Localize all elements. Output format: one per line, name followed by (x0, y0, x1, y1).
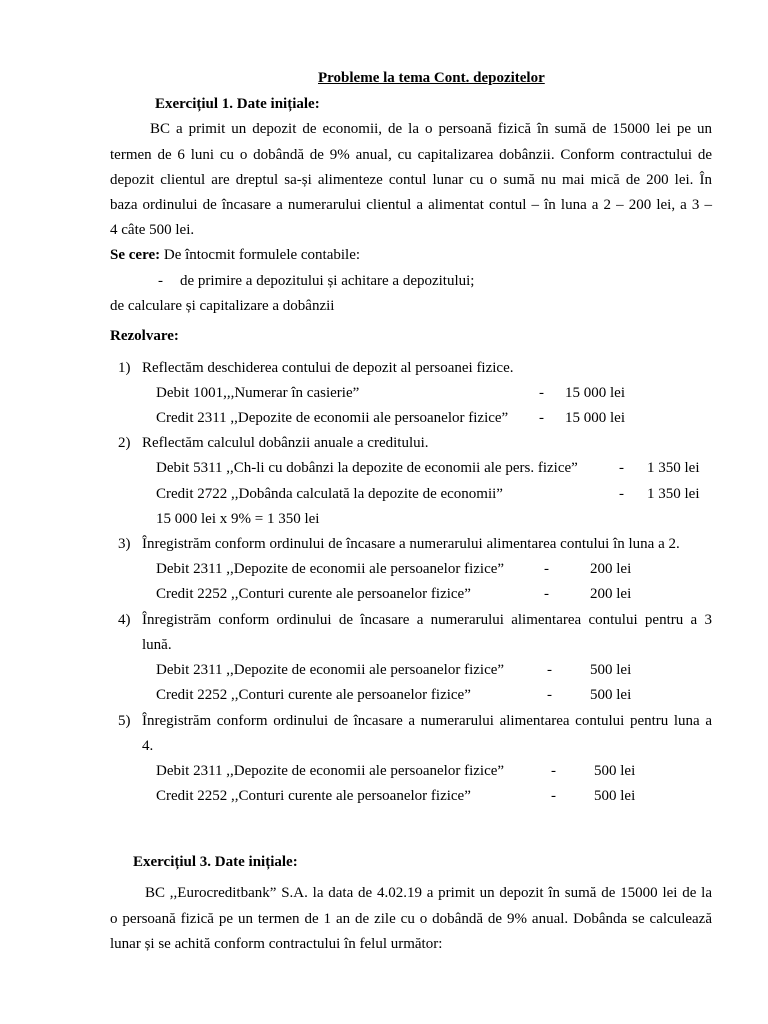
item-number: 5) (118, 713, 131, 729)
item-number: 1) (118, 360, 131, 376)
entry-amount: 15 000 lei (565, 410, 625, 426)
exercise-3-heading: Exercițiul 3. Date inițiale: (133, 854, 298, 870)
entry-dash: - (539, 385, 544, 401)
item-text: 4. (142, 738, 154, 754)
entry-amount: 200 lei (590, 586, 632, 602)
entry-amount: 500 lei (590, 687, 632, 703)
ex1-paragraph-line: depozit clientul are dreptul sa-și alimenteze contul lunar cu o sumă nu mai mică de 200 lei. În (110, 172, 712, 188)
se-cere-label: Se cere: (110, 247, 161, 263)
ex3-paragraph-line: BC ,,Eurocreditbank” S.A. la data de 4.02.19 a primit un depozit în sumă de 15000 lei de la (145, 885, 712, 901)
item-number: 2) (118, 435, 131, 451)
entry-label: Credit 2252 ,,Conturi curente ale persoanelor fizice” (156, 586, 471, 602)
entry-label: Debit 5311 ,,Ch-li cu dobânzi la depozite de economii ale pers. fizice” (156, 460, 578, 476)
item-text: Înregistrăm conform ordinului de încasare a numerarului alimentarea contului pentru a 3 (142, 612, 712, 628)
item-text: lună. (142, 637, 172, 653)
entry-dash: - (619, 460, 624, 476)
entry-amount: 500 lei (590, 662, 632, 678)
entry-dash: - (619, 486, 624, 502)
ex1-paragraph-line: BC a primit un depozit de economii, de la o persoană fizică în sumă de 15000 lei pe un (150, 121, 712, 137)
entry-amount: 1 350 lei (647, 486, 700, 502)
entry-dash: - (544, 586, 549, 602)
entry-label: Debit 1001,,,Numerar în casierie” (156, 385, 360, 401)
entry-label: Credit 2311 ,,Depozite de economii ale persoanelor fizice” (156, 410, 509, 426)
entry-dash: - (547, 687, 552, 703)
item-text: Reflectăm calculul dobânzii anuale a creditului. (142, 435, 429, 451)
entry-dash: - (547, 662, 552, 678)
entry-label: Debit 2311 ,,Depozite de economii ale persoanelor fizice” (156, 561, 505, 577)
entry-dash: - (551, 788, 556, 804)
calc-line: de calculare și capitalizare a dobânzii (110, 298, 335, 314)
bullet-text: de primire a depozitului și achitare a depozitului; (180, 273, 475, 289)
se-cere-text: De întocmit formulele contabile: (160, 247, 361, 263)
entry-dash: - (544, 561, 549, 577)
formula: 15 000 lei x 9% = 1 350 lei (156, 511, 320, 527)
se-cere-line (110, 246, 360, 264)
entry-amount: 500 lei (594, 763, 636, 779)
entry-label: Credit 2252 ,,Conturi curente ale persoanelor fizice” (156, 687, 471, 703)
entry-amount: 1 350 lei (647, 460, 700, 476)
item-text: Înregistrăm conform ordinului de încasare a numerarului alimentarea contului pentru luna a (142, 713, 712, 729)
entry-amount: 200 lei (590, 561, 632, 577)
entry-label: Debit 2311 ,,Depozite de economii ale persoanelor fizice” (156, 763, 505, 779)
entry-dash: - (551, 763, 556, 779)
exercise-1-heading: Exercițiul 1. Date inițiale: (155, 96, 320, 112)
entry-label: Credit 2252 ,,Conturi curente ale persoanelor fizice” (156, 788, 471, 804)
item-text: Înregistrăm conform ordinului de încasare a numerarului alimentarea contului în luna a 2. (142, 536, 680, 552)
bullet-dash: - (158, 273, 163, 289)
item-number: 3) (118, 536, 131, 552)
item-text: Reflectăm deschiderea contului de depozit al persoanei fizice. (142, 360, 514, 376)
entry-amount: 15 000 lei (565, 385, 625, 401)
ex1-paragraph-line: baza ordinului de încasare a numerarului clientul a alimentat contul – în luna a 2 – 200 lei, a 3 – (110, 197, 712, 213)
ex1-paragraph-line: 4 câte 500 lei. (110, 222, 195, 238)
ex1-paragraph-line: termen de 6 luni cu o dobândă de 9% anual, cu capitalizarea dobânzii. Conform contractului de (110, 147, 712, 163)
entry-amount: 500 lei (594, 788, 636, 804)
entry-label: Debit 2311 ,,Depozite de economii ale persoanelor fizice” (156, 662, 505, 678)
page-title: Probleme la tema Cont. depozitelor (318, 70, 545, 86)
entry-dash: - (539, 410, 544, 426)
ex3-paragraph-line: o persoană fizică pe un termen de 1 an de zile cu o dobândă de 9% anual. Dobânda se calculează (110, 911, 712, 927)
ex3-paragraph-line: lunar și se achită conform contractului în felul următor: (110, 936, 443, 952)
item-number: 4) (118, 612, 131, 628)
rezolvare-heading: Rezolvare: (110, 328, 179, 344)
entry-label: Credit 2722 ,,Dobânda calculată la depozite de economii” (156, 486, 503, 502)
